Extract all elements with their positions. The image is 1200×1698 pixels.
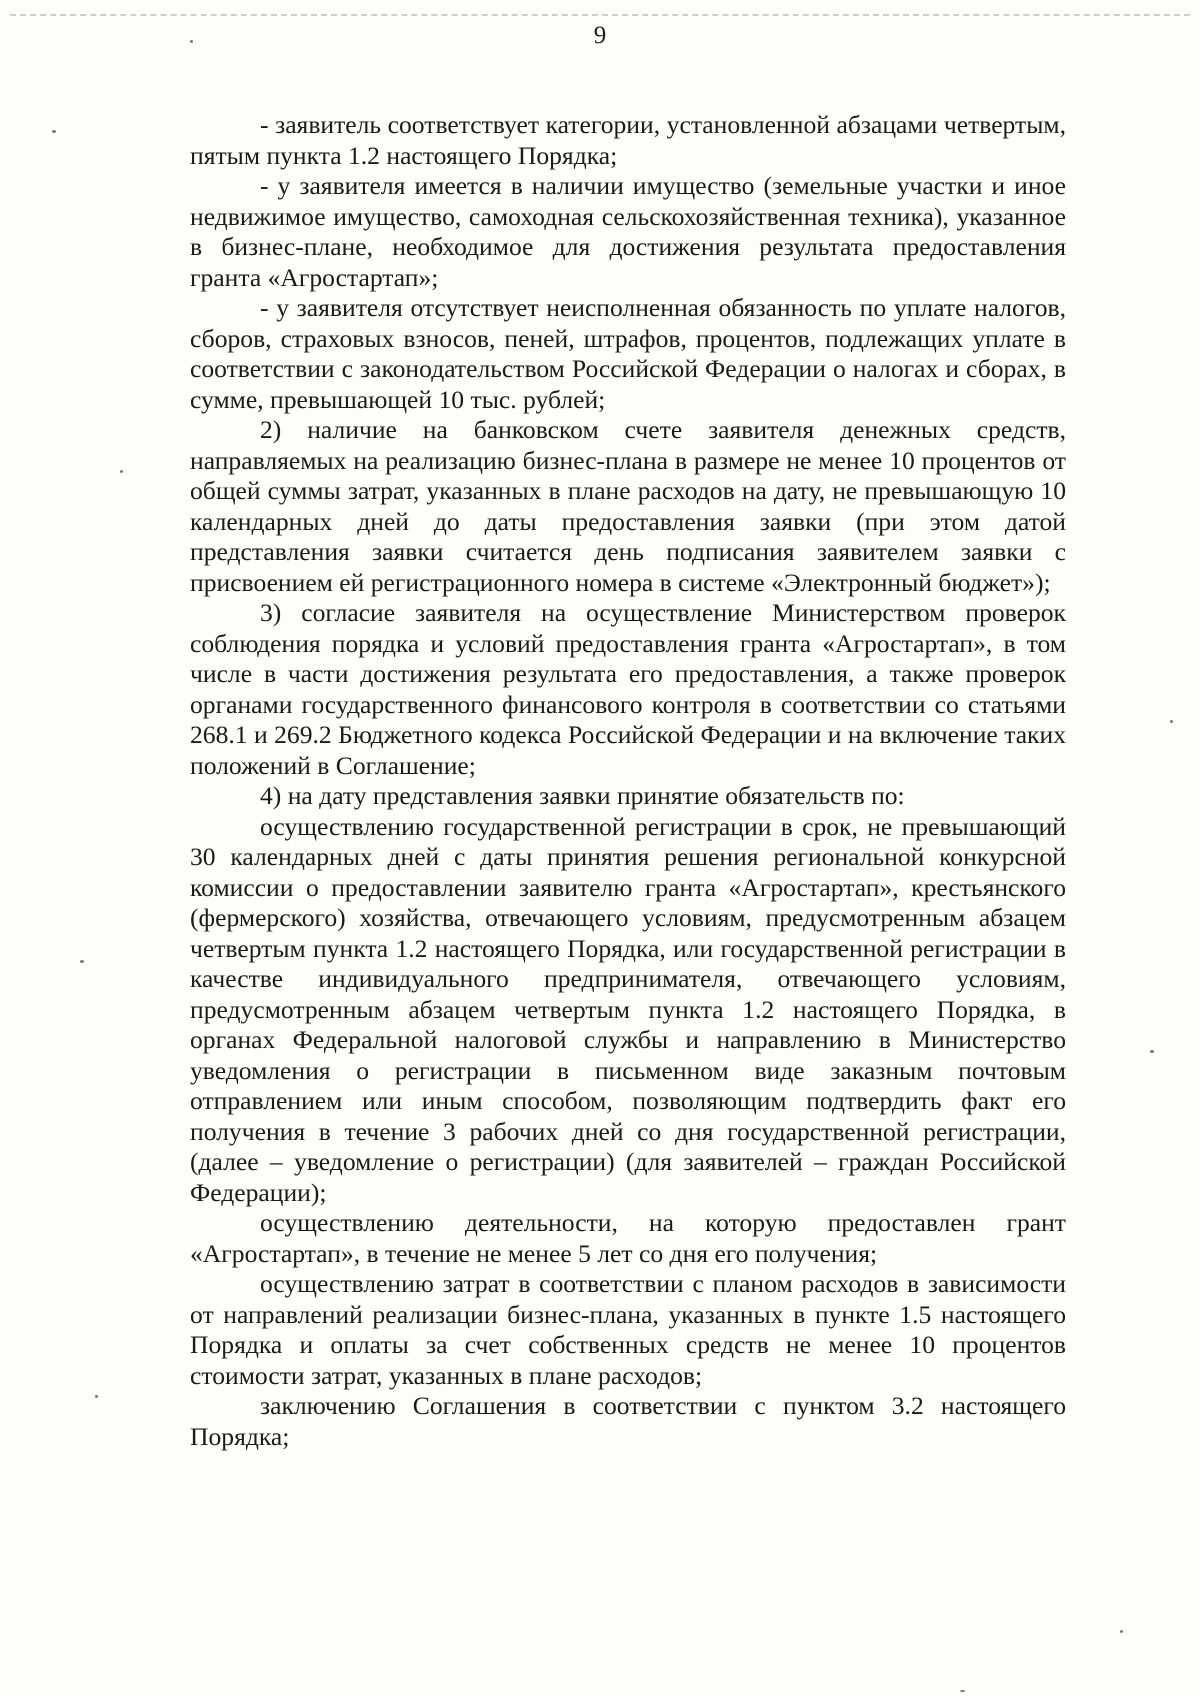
paragraph-agreement: заключению Соглашения в соответствии с пунктом 3.2 настоящего Порядка; — [190, 1391, 1066, 1451]
paragraph-expenses: осуществлению затрат в соответствии с планом расходов в зависимости от направлений реализации бизнес-плана, указанных в пункте 1.5 настоящего Порядка и оплаты за счет собственных средств не менее 10 процентов стоимости затрат, указанных в плане расходов; — [190, 1269, 1066, 1390]
scan-speck — [120, 470, 123, 473]
scan-speck — [52, 130, 56, 133]
paragraph-item-2-bank-funds: 2) наличие на банковском счете заявителя денежных средств, направляемых на реализацию бизнес-плана в размере не менее 10 процентов от общей суммы затрат, указанных в плане расходов на дату, не превышающую 10 календарных дней до даты предоставления заявки (при этом датой представления заявки считается день подписания заявителем заявки с присвоением ей регистрационного номера в системе «Электронный бюджет»); — [190, 415, 1066, 597]
page-number: 9 — [593, 22, 607, 49]
paragraph-applicant-category: - заявитель соответствует категории, установленной абзацами четвертым, пятым пункта 1.2 настоящего Порядка; — [190, 110, 1066, 170]
scan-speck — [1150, 1050, 1154, 1053]
scan-speck — [95, 1395, 98, 1398]
paragraph-no-tax-debt: - у заявителя отсутствует неисполненная обязанность по уплате налогов, сборов, страховых взносов, пеней, штрафов, процентов, подлежащих уплате в соответствии с законодательством Российской Федерации о налогах и сборах, в сумме, превышающей 10 тыс. рублей; — [190, 293, 1066, 414]
paragraph-state-registration: осуществлению государственной регистрации в срок, не превышающий 30 календарных дней с даты принятия решения региональной конкурсной комиссии о предоставлении заявителю гранта «Агростартап», крестьянского (фермерского) хозяйства, отвечающего условиям, предусмотренным абзацем четвертым пункта 1.2 настоящего Порядка, или государственной регистрации в качестве индивидуального предпринимателя, отвечающего условиям, предусмотренным абзацем четвертым пункта 1.2 настоящего Порядка, в органах Федеральной налоговой службы и направлению в Министерство уведомления о регистрации в письменном виде заказным почтовым отправлением или иным способом, позволяющим подтвердить факт его получения в течение 3 рабочих дней со дня государственной регистрации, (далее – уведомление о регистрации) (для заявителей – граждан Российской Федерации); — [190, 811, 1066, 1207]
scan-speck — [1170, 720, 1173, 723]
scan-speck — [80, 960, 84, 963]
paragraph-item-4-obligations: 4) на дату представления заявки принятие обязательств по: — [260, 781, 905, 810]
paragraph-activity-duration: осуществлению деятельности, на которую предоставлен грант «Агростартап», в течение не менее 5 лет со дня его получения; — [190, 1208, 1066, 1268]
scan-speck — [1120, 1630, 1123, 1633]
scan-speck — [190, 40, 193, 43]
scan-artifact-line — [10, 14, 1190, 16]
scan-speck — [960, 1690, 965, 1692]
document-body — [190, 110, 1066, 1452]
paragraph-applicant-property: - у заявителя имеется в наличии имущество (земельные участки и иное недвижимое имущество, самоходная сельскохозяйственная техника), указанное в бизнес-плане, необходимое для достижения результата предоставления гранта «Агростартап»; — [190, 171, 1066, 292]
paragraph-item-3-consent: 3) согласие заявителя на осуществление Министерством проверок соблюдения порядка и условий предоставления гранта «Агростартап», в том числе в части достижения результата его предоставления, а также проверок органами государственного финансового контроля в соответствии со статьями 268.1 и 269.2 Бюджетного кодекса Российской Федерации и на включение таких положений в Соглашение; — [190, 598, 1066, 780]
